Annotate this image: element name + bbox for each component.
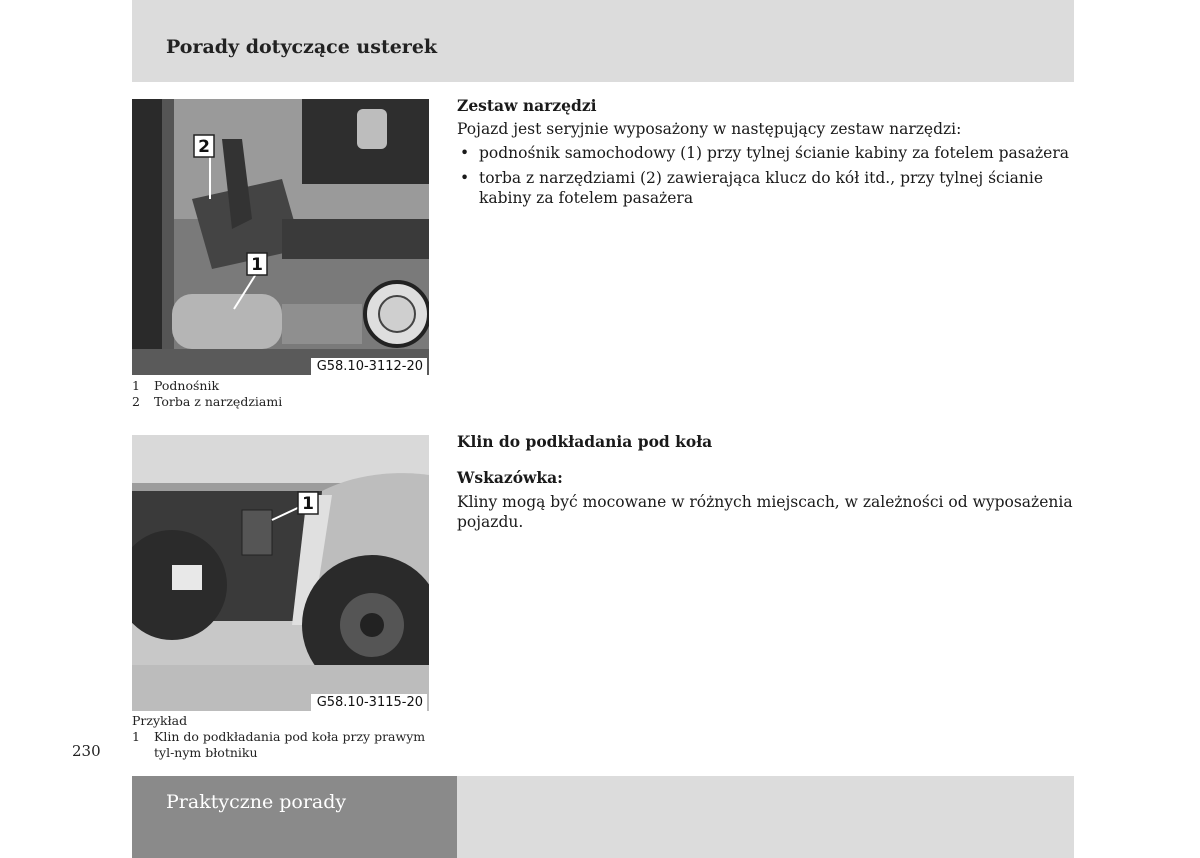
caption-text: Podnośnik (154, 378, 220, 393)
list-item (457, 143, 1077, 163)
page-title: Porady dotyczące usterek (166, 36, 438, 58)
wheel-chock-section (457, 432, 1077, 532)
list-item-text: podnośnik samochodowy (1) przy tylnej ścianie kabiny za fotelem pasażera (479, 144, 1069, 162)
page-number: 230 (72, 742, 101, 760)
figure-code: G58.10-3115-20 (311, 694, 427, 711)
section-heading: Klin do podkładania pod koła (457, 432, 713, 451)
figure-code: G58.10-3112-20 (311, 358, 427, 375)
list-item-text: torba z narzędziami (2) zawierająca klucz do kół itd., przy tylnej ścianie kabiny za fotelem pasażera (479, 169, 1044, 207)
tool-kit-section (457, 96, 1077, 213)
header-band (132, 0, 1074, 82)
callout-label-1: 1 (302, 494, 314, 514)
caption-number: 1 (132, 729, 140, 744)
bullet-icon: • (460, 144, 470, 162)
caption-number: 2 (132, 394, 140, 409)
caption-text: Klin do podkładania pod koła przy prawym tyl-nym błotniku (154, 729, 426, 760)
figure1-caption (132, 378, 432, 410)
caption-text: Torba z narzędziami (154, 394, 283, 409)
figure2-caption (132, 713, 432, 761)
bullet-icon: • (460, 169, 470, 187)
tool-kit-photo (132, 99, 429, 375)
tool-kit-illustration (132, 99, 429, 375)
callout-label-1: 1 (251, 255, 263, 275)
note-text: Kliny mogą być mocowane w różnych miejscach, w zależności od wyposażenia pojazdu. (457, 493, 1073, 531)
callout-label-2: 2 (198, 137, 210, 157)
footer-section-title: Praktyczne porady (166, 791, 347, 813)
caption-prefix: Przykład (132, 713, 188, 728)
section-intro: Pojazd jest seryjnie wyposażony w następujący zestaw narzędzi: (457, 120, 962, 138)
caption-number: 1 (132, 378, 140, 393)
caption-row (132, 729, 432, 761)
list-item (457, 168, 1077, 208)
caption-row (132, 394, 432, 410)
wheel-chock-photo (132, 435, 429, 711)
footer-band-light (457, 776, 1074, 858)
wheel-chock-illustration (132, 435, 429, 711)
section-heading: Zestaw narzędzi (457, 96, 597, 115)
caption-row (132, 378, 432, 394)
footer-band-dark (132, 776, 457, 858)
tool-kit-list (457, 143, 1077, 208)
note-label: Wskazówka: (457, 468, 563, 487)
